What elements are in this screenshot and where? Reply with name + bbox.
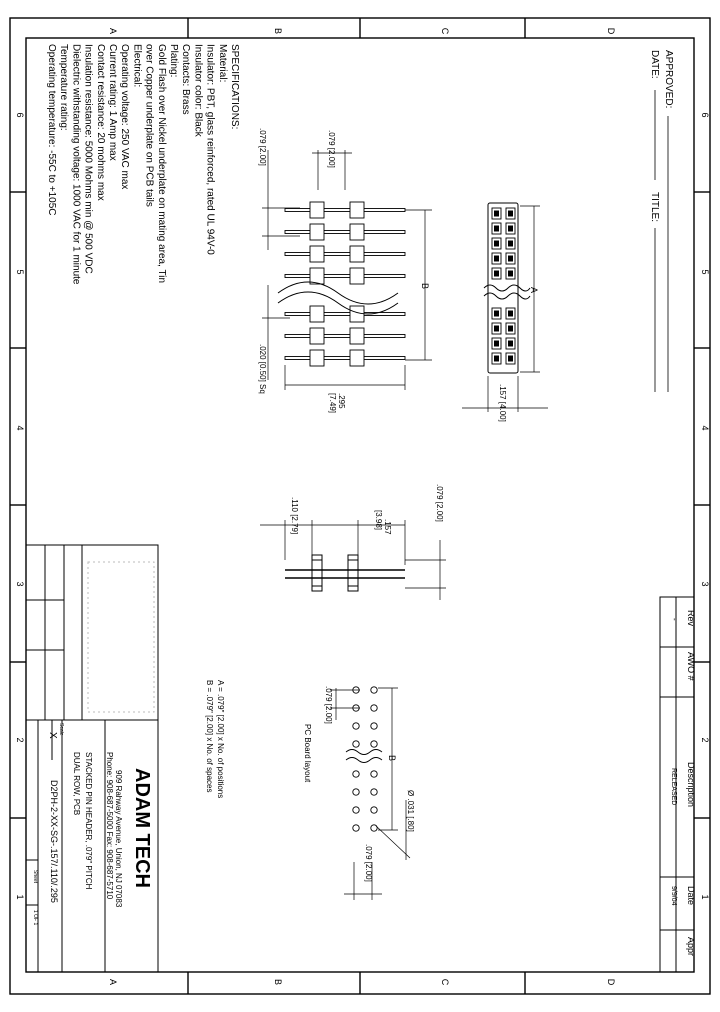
formula-b: B = .079" [2.00] x No. of spaces xyxy=(205,680,214,793)
pcb-dim-hole: Ø .031 [.80] xyxy=(406,790,415,832)
dim-020-sq: .020 [0.50] Sq xyxy=(258,344,267,394)
zone-number: 1 xyxy=(15,894,25,900)
formula-a: A = .079" [2.00] x No. of positions xyxy=(216,680,225,799)
zone-letter: C xyxy=(440,978,450,986)
spec-line: Electrical: xyxy=(131,44,143,88)
rev-header-date: Date xyxy=(686,886,696,906)
pin-insulator xyxy=(350,224,364,240)
dim-b-front: B xyxy=(420,282,430,290)
spec-line: Dielectric withstanding voltage: 1000 VAC for 1 minute xyxy=(70,44,82,285)
pin-square xyxy=(509,241,513,246)
spec-line: Plating: xyxy=(168,44,179,78)
pin-square xyxy=(495,241,499,246)
company-name: ADAM TECH xyxy=(131,768,153,888)
pin-square xyxy=(495,256,499,261)
spec-line: Gold Flash over Nickel underplate on mating area, Tin xyxy=(155,44,167,284)
pin-body xyxy=(285,335,405,338)
dim-295-mm: [7.49] xyxy=(328,393,337,414)
specifications xyxy=(46,44,240,285)
zone-number: 3 xyxy=(700,581,710,587)
dim-side-079: .079 [2.00] xyxy=(435,484,444,522)
pin-insulator xyxy=(310,246,324,262)
spec-line: Insulator: PBT, glass reinforced, rated UL 94V-0 xyxy=(204,44,216,255)
spec-line: Material: xyxy=(216,44,228,83)
pcb-hole xyxy=(353,789,359,795)
spec-line: Contacts: Brass xyxy=(180,44,192,115)
pcb-hole xyxy=(371,807,377,813)
zone-number: 4 xyxy=(15,425,25,431)
pcb-hole xyxy=(353,807,359,813)
pcb-hole xyxy=(371,741,377,747)
pin-square xyxy=(509,256,513,261)
scale-label: Scale xyxy=(58,723,64,736)
company-address: 909 Rahway Avenue, Union, NJ 07083 xyxy=(114,770,123,908)
dim-157-top: .157 [4.00] xyxy=(498,384,507,422)
spec-line: Current rating: 1 Amp max xyxy=(107,44,118,161)
date-label: DATE: xyxy=(649,50,660,79)
approved-label: APPROVED: xyxy=(663,50,674,109)
pin-insulator xyxy=(350,350,364,366)
spec-line: over Copper underplate on PCB tails xyxy=(143,44,155,207)
rev-cell-date: 9/9/04 xyxy=(670,886,677,906)
pin-insulator xyxy=(350,246,364,262)
pin-insulator xyxy=(310,350,324,366)
spec-line: Temperature rating: xyxy=(58,44,70,131)
rev-header-description: Description xyxy=(686,762,696,808)
pcb-hole xyxy=(371,705,377,711)
dim-side-157: .157 xyxy=(383,519,392,535)
dim-side-157-mm: [3.98] xyxy=(374,510,383,531)
zone-letter: D xyxy=(606,978,616,986)
pin-square xyxy=(509,341,513,346)
company-phone: Phone: 908-687-5000 Fax: 908-687-5710 xyxy=(105,752,114,900)
spec-line: Operating voltage: 250 VAC max xyxy=(119,44,131,190)
drawing-title-2: DUAL ROW, PCB xyxy=(72,752,81,816)
zone-letter: B xyxy=(273,27,283,35)
pin-body xyxy=(285,275,405,278)
rev-header-awo: AWO # xyxy=(686,652,696,681)
pcb-hole xyxy=(353,741,359,747)
spec-line: Operating temperature: -55C to +105C xyxy=(46,44,57,216)
pcb-dim-079-left: .079 [2.00] xyxy=(324,686,333,724)
pin-square xyxy=(509,271,513,276)
rev-cell-rev: - xyxy=(670,618,679,621)
pin-square xyxy=(509,211,513,216)
zone-letter: C xyxy=(440,27,450,35)
pin-insulator xyxy=(310,306,324,322)
zone-number: 6 xyxy=(15,112,25,118)
title-label: TITLE: xyxy=(649,192,660,223)
dim-a-top: A xyxy=(529,286,539,294)
pcb-hole xyxy=(371,771,377,777)
zone-number: 6 xyxy=(700,112,710,118)
pcb-hole xyxy=(353,723,359,729)
zone-letter: A xyxy=(108,978,118,986)
sheet-label: Sheet xyxy=(32,870,38,884)
pin-body xyxy=(285,357,405,360)
dim-295: .295 xyxy=(337,393,346,409)
pin-square xyxy=(509,226,513,231)
pcb-hole xyxy=(371,789,377,795)
pin-insulator xyxy=(310,202,324,218)
scale-value: X xyxy=(47,732,58,739)
spec-line: SPECIFICATIONS: xyxy=(229,44,240,130)
zone-number: 5 xyxy=(15,269,25,275)
pin-insulator xyxy=(350,268,364,284)
rev-header-rev: Rev xyxy=(686,610,696,627)
pin-body xyxy=(285,231,405,234)
pcb-layout-label: PC Board layout xyxy=(303,724,312,783)
pin-square xyxy=(495,211,499,216)
zone-letter: D xyxy=(606,27,616,35)
pcb-dim-b: B xyxy=(387,754,397,762)
zone-number: 1 xyxy=(700,894,710,900)
pin-square xyxy=(509,326,513,331)
rev-header-appr: Appr xyxy=(686,937,696,957)
spec-line: Contact resistance: 20 mohms max xyxy=(94,44,106,201)
pin-square xyxy=(495,311,499,316)
sheet-value: 1 OF 1 xyxy=(32,910,38,926)
zone-number: 2 xyxy=(700,737,710,743)
front-view xyxy=(262,150,432,390)
zone-number: 2 xyxy=(15,737,25,743)
pin-square xyxy=(495,326,499,331)
approval-block xyxy=(649,50,674,392)
drawing-title-1: STACKED PIN HEADER, .079" PITCH xyxy=(84,752,93,890)
zone-letter: B xyxy=(273,978,283,986)
dim-079-left: .079 [2.00] xyxy=(258,128,267,166)
pcb-hole xyxy=(353,825,359,831)
pin-insulator xyxy=(310,268,324,284)
side-view xyxy=(260,520,446,600)
pcb-hole xyxy=(371,687,377,693)
dim-side-110: .110 [2.79] xyxy=(290,497,299,535)
zone-letter: A xyxy=(108,27,118,35)
spec-line: Insulation resistance: 5000 Mohms min @ 500 VDC xyxy=(82,44,94,274)
pcb-hole xyxy=(353,771,359,777)
pcb-hole xyxy=(371,723,377,729)
top-view xyxy=(462,203,548,412)
pin-body xyxy=(285,253,405,256)
pin-insulator xyxy=(350,202,364,218)
pin-square xyxy=(509,311,513,316)
part-number: D2PH-2-XX-SG-.157/.110/.295 xyxy=(49,780,59,903)
dim-079-top: .079 [2.00] xyxy=(327,130,336,168)
rev-cell-description: RELEASED xyxy=(670,768,677,806)
pin-square xyxy=(495,271,499,276)
spec-line: Insulator color: Black xyxy=(192,44,204,137)
pin-square xyxy=(495,356,499,361)
pin-body xyxy=(285,209,405,212)
pcb-dim-079-right: .079 [2.00] xyxy=(364,844,373,882)
pin-square xyxy=(495,226,499,231)
zone-number: 5 xyxy=(700,269,710,275)
zone-number: 3 xyxy=(15,581,25,587)
zone-number: 4 xyxy=(700,425,710,431)
pin-insulator xyxy=(350,328,364,344)
pin-body xyxy=(285,313,405,316)
pin-square xyxy=(495,341,499,346)
pin-insulator xyxy=(310,328,324,344)
pin-square xyxy=(509,356,513,361)
pin-insulator xyxy=(310,224,324,240)
